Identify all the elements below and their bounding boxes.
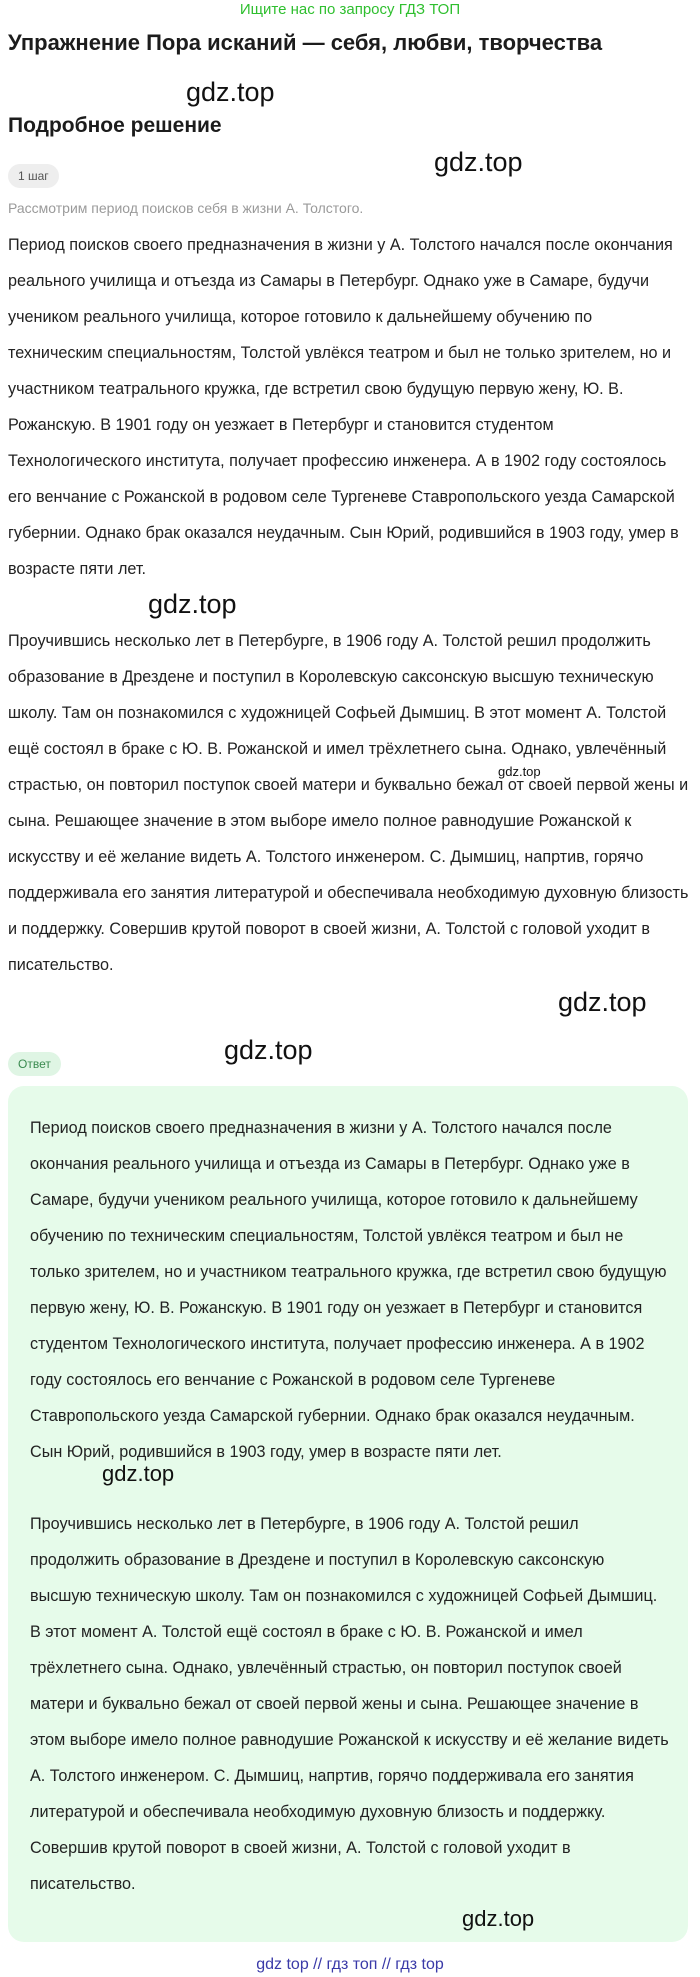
footer-separator: // <box>381 1956 391 1973</box>
footer-link[interactable]: гдз топ <box>326 1956 378 1973</box>
footer-links <box>0 1952 700 1977</box>
page-title: Упражнение Пора исканий — себя, любви, творчества <box>8 30 603 55</box>
solution-text <box>8 227 690 983</box>
watermark: gdz.top <box>224 1035 313 1065</box>
footer-link[interactable]: гдз top <box>395 1956 444 1973</box>
section-title: Подробное решение <box>8 114 222 137</box>
watermark: gdz.top <box>498 764 541 779</box>
watermark: gdz.top <box>148 589 237 619</box>
answer-badge: Ответ <box>8 1052 61 1076</box>
footer-separator: // <box>313 1956 323 1973</box>
watermark: gdz.top <box>434 147 523 177</box>
answer-paragraph: Период поисков своего предназначения в жизни у А. Толстого начался после окончания реального училища и отъезда из Самары в Петербург. Однако уже в Самаре, будучи учеником реального училища, которое готовило к дальнейшему обучению по техническим специальностям, Толстой увлёкся театром и был не только зрителем, но и участником театрального кружка, где встретил свою будущую первую жену, Ю. В. Рожанскую. В 1901 году он уезжает в Петербург и становится студентом Технологического института, получает профессию инженера. А в 1902 году состоялось его венчание с Рожанской в родовом селе Тургеневе Ставропольского уезда Самарской губернии. Однако брак оказался неудачным. Сын Юрий, родившийся в 1903 году, умер в возрасте пяти лет. <box>30 1119 667 1461</box>
watermark: gdz.top <box>186 77 275 107</box>
search-banner[interactable]: Ищите нас по запросу ГДЗ ТОП <box>239 1 461 18</box>
watermark: gdz.top <box>462 1906 535 1931</box>
solution-paragraph: Проучившись несколько лет в Петербурге, в 1906 году А. Толстой решил продолжить образование в Дрездене и поступил в Королевскую саксонскую высшую техническую школу. Там он познакомился с художницей Софьей Дымшиц. В этот момент А. Толстой ещё состоял в браке с Ю. В. Рожанской и имел трёхлетнего сына. Однако, увлечённый страстью, он повторил поступок своей матери и буквально бежал от своей первой жены и сына. Решающее значение в этом выборе имело полное равнодушие Рожанской к искусству и её желание видеть А. Толстого инженером. С. Дымшиц, напртив, горячо поддерживала его занятия литературой и обеспечивала необходимую духовную близость и поддержку. Совершив крутой поворот в своей жизни, А. Толстой с головой уходит в писательство. <box>8 632 689 974</box>
step-badge: 1 шаг <box>8 164 59 188</box>
footer-link[interactable]: gdz top <box>256 1956 309 1973</box>
watermark: gdz.top <box>102 1461 175 1486</box>
step-intro: Рассмотрим период поисков себя в жизни А. Толстого. <box>8 200 364 216</box>
answer-text <box>30 1110 670 1902</box>
solution-paragraph: Период поисков своего предназначения в жизни у А. Толстого начался после окончания реального училища и отъезда из Самары в Петербург. Однако уже в Самаре, будучи учеником реального училища, которое готовило к дальнейшему обучению по техническим специальностям, Толстой увлёкся театром и был не только зрителем, но и участником театрального кружка, где встретил свою будущую первую жену, Ю. В. Рожанскую. В 1901 году он уезжает в Петербург и становится студентом Технологического института, получает профессию инженера. А в 1902 году состоялось его венчание с Рожанской в родовом селе Тургеневе Ставропольского уезда Самарской губернии. Однако брак оказался неудачным. Сын Юрий, родившийся в 1903 году, умер в возрасте пяти лет. <box>8 236 679 578</box>
answer-paragraph: Проучившись несколько лет в Петербурге, в 1906 году А. Толстой решил продолжить образование в Дрездене и поступил в Королевскую саксонскую высшую техническую школу. Там он познакомился с художницей Софьей Дымшиц. В этот момент А. Толстой ещё состоял в браке с Ю. В. Рожанской и имел трёхлетнего сына. Однако, увлечённый страстью, он повторил поступок своей матери и буквально бежал от своей первой жены и сына. Решающее значение в этом выборе имело полное равнодушие Рожанской к искусству и её желание видеть А. Толстого инженером. С. Дымшиц, напртив, горячо поддерживала его занятия литературой и обеспечивала необходимую духовную близость и поддержку. Совершив крутой поворот в своей жизни, А. Толстой с головой уходит в писательство. <box>30 1515 669 1893</box>
watermark: gdz.top <box>558 987 647 1017</box>
